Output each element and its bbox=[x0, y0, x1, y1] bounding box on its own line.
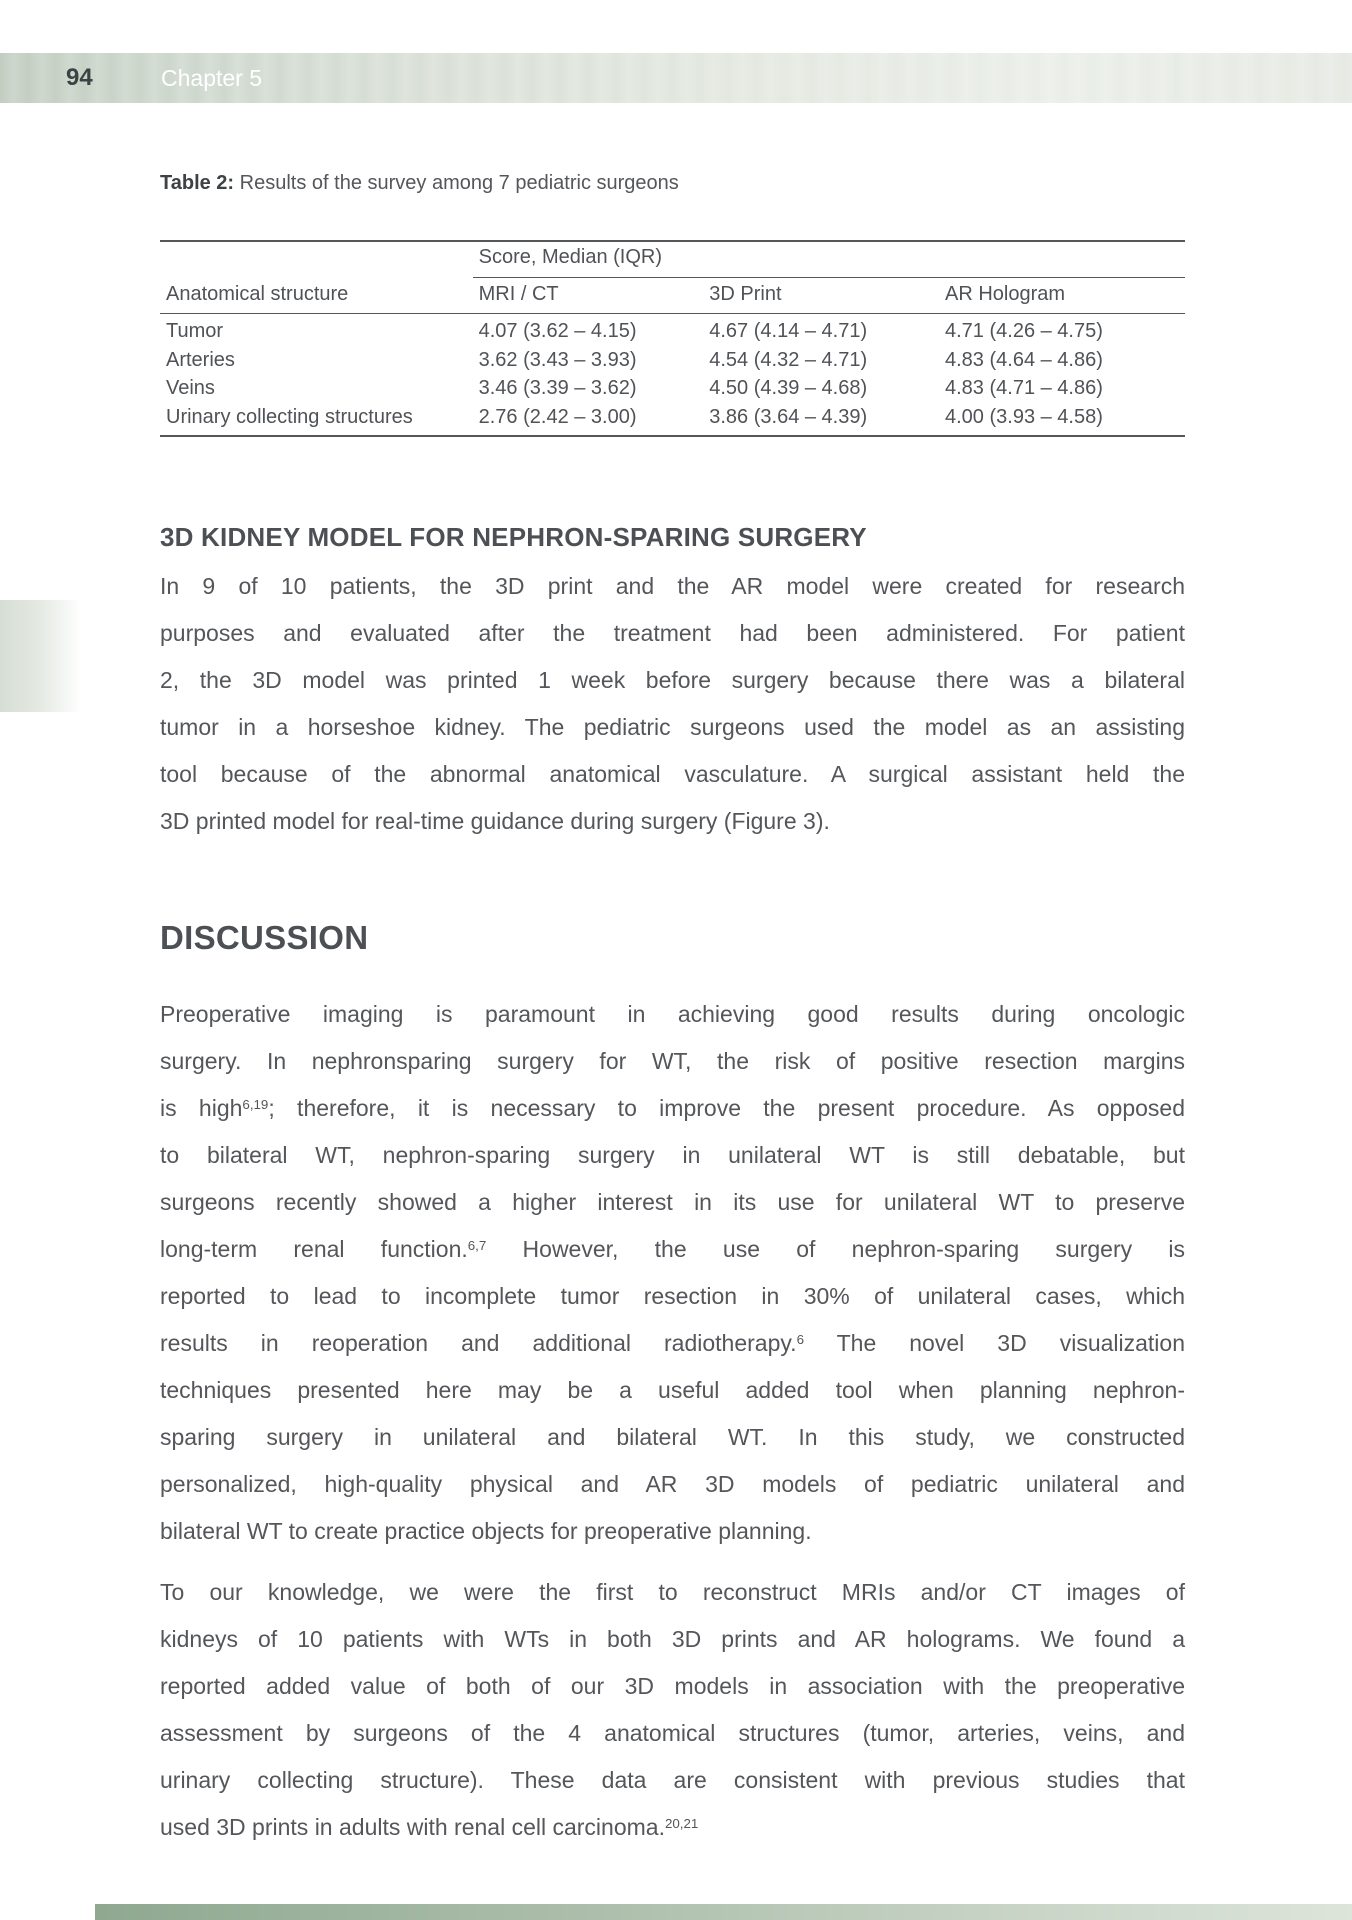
text-line: surgery. In nephronsparing surgery for WT, the risk of positive resection margins bbox=[160, 1048, 1185, 1074]
row-label-cell: Tumor bbox=[166, 320, 224, 342]
reference-superscript: 6,7 bbox=[467, 1237, 487, 1253]
text-line: assessment by surgeons of the 4 anatomical structures (tumor, arteries, veins, and bbox=[160, 1720, 1185, 1746]
text-line: to bilateral WT, nephron-sparing surgery in unilateral WT is still debatable, but bbox=[160, 1142, 1185, 1168]
section-heading-discussion: DISCUSSION bbox=[160, 919, 369, 956]
row-label-cell: Arteries bbox=[166, 348, 235, 371]
score-cell: 4.83 (4.64 – 4.86) bbox=[945, 348, 1103, 371]
text-line: is high$^{6,19}$; therefore, it is necessary to improve the present procedure. As opposed bbox=[160, 1095, 1185, 1121]
table-spanner-row bbox=[160, 241, 1185, 278]
left-accent-band bbox=[0, 600, 82, 712]
column-header-anatomical-structure: Anatomical structure bbox=[160, 278, 473, 314]
text-line: long-term renal function.$^{6,7}$ However, the use of nephron-sparing surgery is bbox=[160, 1236, 1185, 1262]
table-caption-text: Results of the survey among 7 pediatric surgeons bbox=[234, 172, 679, 194]
score-cell: 4.07 (3.62 – 4.15) bbox=[478, 320, 637, 342]
score-cell: 4.54 (4.32 – 4.71) bbox=[709, 348, 868, 371]
score-cell: 4.71 (4.26 – 4.75) bbox=[945, 320, 1103, 342]
page-number: 94 bbox=[66, 64, 93, 91]
text-line: Preoperative imaging is paramount in achieving good results during oncologic bbox=[160, 1001, 1185, 1027]
results-table bbox=[160, 240, 1185, 437]
column-header-ar-hologram: AR Hologram bbox=[939, 278, 1185, 314]
table-body bbox=[160, 314, 1185, 437]
table-row bbox=[160, 314, 1185, 346]
score-cell: 3.62 (3.43 – 3.93) bbox=[478, 348, 637, 371]
text-line: personalized, high-quality physical and AR 3D models of pediatric unilateral and bbox=[160, 1471, 1185, 1497]
score-cell: 4.50 (4.39 – 4.68) bbox=[709, 377, 868, 399]
spanner-empty-cell bbox=[160, 241, 473, 278]
text-line: kidneys of 10 patients with WTs in both 3D prints and AR holograms. We found a bbox=[160, 1626, 1185, 1652]
text-line: In 9 of 10 patients, the 3D print and the AR model were created for research bbox=[160, 573, 1185, 599]
spanner-cell: Score, Median (IQR) bbox=[473, 241, 1185, 278]
text-line: surgeons recently showed a higher interest in its use for unilateral WT to preserve bbox=[160, 1189, 1185, 1215]
table-caption-label: Table 2: bbox=[160, 172, 235, 194]
text-line: purposes and evaluated after the treatment had been administered. For patient bbox=[160, 620, 1185, 646]
row-label-cell: Veins bbox=[166, 377, 215, 399]
row-label-cell: Urinary collecting structures bbox=[166, 405, 413, 428]
table-header-row bbox=[160, 278, 1185, 314]
text-line: 2, the 3D model was printed 1 week before surgery because there was a bilateral bbox=[160, 667, 1185, 693]
score-cell: 3.46 (3.39 – 3.62) bbox=[478, 377, 637, 399]
reference-superscript: 20,21 bbox=[664, 1815, 699, 1831]
reference-superscript: 6 bbox=[796, 1331, 804, 1347]
text-line: reported added value of both of our 3D models in association with the preoperative bbox=[160, 1673, 1185, 1699]
text-line: reported to lead to incomplete tumor resection in 30% of unilateral cases, which bbox=[160, 1283, 1185, 1309]
section-heading-3d-kidney-model: 3D KIDNEY MODEL FOR NEPHRON-SPARING SURGERY bbox=[160, 522, 867, 552]
table-caption bbox=[160, 170, 1185, 196]
paragraph-kidney-model bbox=[160, 563, 1185, 845]
paragraph-discussion-1 bbox=[160, 991, 1185, 1555]
score-cell: 4.00 (3.93 – 4.58) bbox=[945, 405, 1103, 428]
text-line: sparing surgery in unilateral and bilateral WT. In this study, we constructed bbox=[160, 1424, 1185, 1450]
score-cell: 2.76 (2.42 – 3.00) bbox=[478, 405, 637, 428]
text-line: 3D printed model for real-time guidance during surgery (Figure 3). bbox=[160, 808, 830, 834]
score-cell: 4.83 (4.71 – 4.86) bbox=[945, 377, 1103, 399]
table-row bbox=[160, 346, 1185, 375]
text-line: To our knowledge, we were the first to reconstruct MRIs and/or CT images of bbox=[160, 1579, 1185, 1605]
table-row bbox=[160, 374, 1185, 403]
footer-accent-bar bbox=[95, 1904, 1352, 1920]
reference-superscript: 6,19 bbox=[242, 1096, 269, 1112]
table-row bbox=[160, 403, 1185, 437]
score-cell: 3.86 (3.64 – 4.39) bbox=[709, 405, 868, 428]
text-line: urinary collecting structure). These data are consistent with previous studies that bbox=[160, 1767, 1185, 1793]
text-line: results in reoperation and additional radiotherapy.$^6$ The novel 3D visualization bbox=[160, 1330, 1186, 1356]
text-line: bilateral WT to create practice objects for preoperative planning. bbox=[160, 1518, 812, 1544]
text-line: techniques presented here may be a useful added tool when planning nephron- bbox=[160, 1377, 1185, 1403]
chapter-title: Chapter 5 bbox=[161, 65, 263, 91]
score-cell: 4.67 (4.14 – 4.71) bbox=[709, 320, 868, 342]
text-line: tool because of the abnormal anatomical vasculature. A surgical assistant held the bbox=[160, 761, 1185, 787]
content-column bbox=[160, 0, 1185, 1851]
column-header-mri-ct: MRI / CT bbox=[473, 278, 704, 314]
column-header-3d-print: 3D Print bbox=[703, 278, 939, 314]
text-line: tumor in a horseshoe kidney. The pediatric surgeons used the model as an assisting bbox=[160, 714, 1185, 740]
text-line: used 3D prints in adults with renal cell carcinoma.$^{20,21}$ bbox=[160, 1814, 699, 1840]
paragraph-discussion-2 bbox=[160, 1569, 1185, 1851]
